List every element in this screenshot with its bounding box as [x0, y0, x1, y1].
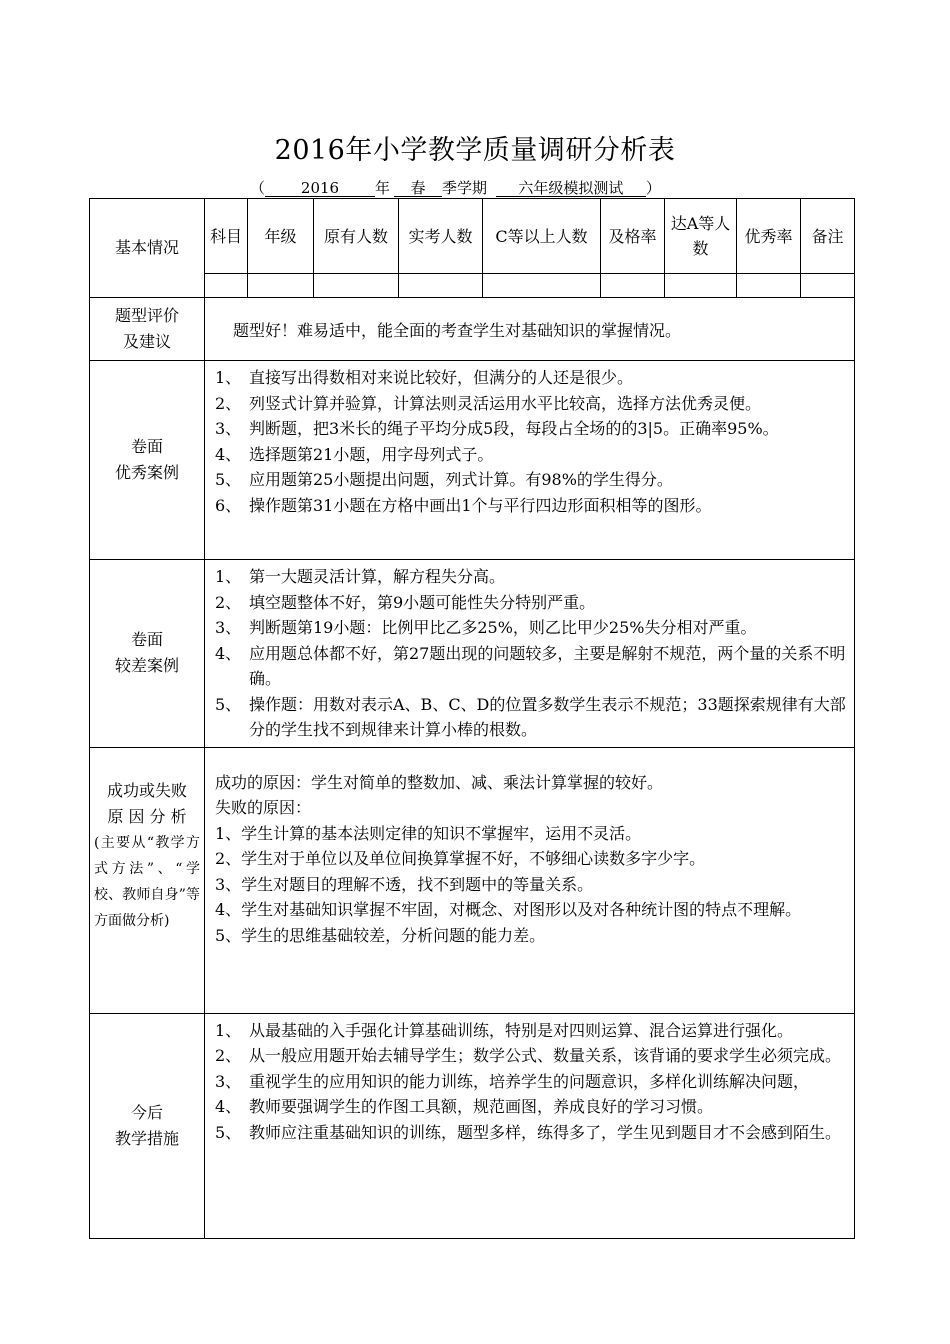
list-item: 5、 操作题：用数对表示A、B、C、D的位置多数学生表示不规范；33题探索规律有大部分的学生找不到规律来计算小棒的根数。	[215, 694, 846, 739]
value-pass-rate[interactable]	[601, 274, 665, 298]
measures-list	[215, 1018, 846, 1146]
semester-suffix: 季学期	[442, 179, 488, 197]
reason-line: 3、学生对题目的理解不透，找不到题中的等量关系。	[215, 874, 594, 894]
excellent-list	[215, 365, 846, 518]
measures-label-line-2: 教学措施	[114, 1128, 179, 1148]
list-item: 3、 判断题，把3米长的绳子平均分成5段，每段占全场的的3|5。正确率95%。	[215, 419, 779, 438]
reasons-label-line-1: 成功或失败	[106, 780, 187, 800]
measures-row	[90, 1013, 855, 1238]
reasons-row	[90, 747, 855, 1013]
excellent-label-line-2: 优秀案例	[114, 463, 179, 482]
evaluation-text: 题型好！难易适中，能全面的考查学生对基础知识的掌握情况。	[205, 298, 855, 361]
basic-value-row	[90, 274, 855, 298]
poor-label-line-2: 较差案例	[114, 656, 179, 676]
subtitle-open: （	[250, 179, 266, 197]
measures-label	[90, 1013, 205, 1238]
header-subject: 科目	[205, 199, 248, 274]
basic-label: 基本情况	[90, 199, 205, 298]
list-item: 4、 教师要强调学生的作图工具额，规范画图，养成良好的学习习惯。	[215, 1097, 714, 1116]
header-actual-count: 实考人数	[399, 199, 483, 274]
list-item: 6、 操作题第31小题在方格中画出1个与平行四边形面积相等的图形。	[215, 495, 712, 515]
excellent-row	[90, 361, 855, 560]
list-item: 5、 应用题第25小题提出问题，列式计算。有98%的学生得分。	[215, 470, 673, 489]
excellent-label	[90, 361, 205, 560]
poor-list	[215, 564, 846, 743]
poor-label-line-1: 卷面	[130, 630, 163, 650]
measures-content	[205, 1013, 855, 1238]
excellent-content	[205, 361, 855, 560]
list-item: 3、 判断题第19小题：比例甲比乙多25%，则乙比甲少25%失分相对严重。	[215, 618, 757, 637]
basic-header-row	[90, 199, 855, 274]
reason-line: 5、学生的思维基础较差，分析问题的能力差。	[215, 925, 546, 945]
page-title: 2016年小学教学质量调研分析表	[274, 135, 676, 166]
list-item: 2、 从一般应用题开始去辅导学生；数学公式、数量关系，该背诵的要求学生必须完成。	[215, 1046, 842, 1065]
poor-label	[90, 560, 205, 748]
value-subject[interactable]	[205, 274, 248, 298]
year-suffix: 年	[375, 179, 391, 197]
reason-line: 失败的原因：	[215, 798, 312, 817]
value-original-count[interactable]	[314, 274, 399, 298]
evaluation-label-line-2: 及建议	[122, 332, 171, 351]
reason-line: 4、学生对基础知识掌握不牢固，对概念、对图形以及对各种统计图的特点不理解。	[215, 900, 802, 919]
excellent-label-line-1: 卷面	[130, 437, 163, 456]
header-c-above-count: C等以上人数	[483, 199, 601, 274]
header-pass-rate: 及格率	[601, 199, 665, 274]
header-remarks: 备注	[801, 199, 855, 274]
evaluation-row	[90, 298, 855, 361]
reason-line: 1、学生计算的基本法则定律的知识不掌握牢，运用不灵活。	[215, 823, 642, 843]
list-item: 2、 填空题整体不好，第9小题可能性失分特别严重。	[215, 592, 596, 612]
header-original-count: 原有人数	[314, 199, 399, 274]
value-remarks[interactable]	[801, 274, 855, 298]
value-excellent-rate[interactable]	[737, 274, 801, 298]
reasons-label	[90, 747, 205, 1013]
reasons-label-note: (主要从“教学方式方法”、“学校、教师自身”等方面做分析)	[94, 834, 200, 929]
reasons-label-line-2: 原 因 分 析	[107, 806, 187, 826]
subtitle	[250, 177, 661, 198]
list-item: 3、 重视学生的应用知识的能力训练，培养学生的问题意识，多样化训练解决问题，	[215, 1071, 810, 1091]
list-item: 5、 教师应注重基础知识的训练，题型多样，练得多了，学生见到题目才不会感到陌生。	[215, 1122, 842, 1142]
year-value: 2016	[265, 180, 375, 197]
list-item: 1、 从最基础的入手强化计算基础训练，特别是对四则运算、混合运算进行强化。	[215, 1020, 794, 1040]
analysis-table	[89, 198, 855, 1239]
value-c-above-count[interactable]	[483, 274, 601, 298]
header-grade: 年级	[248, 199, 314, 274]
subtitle-close: ）	[645, 179, 661, 197]
header-excellent-rate: 优秀率	[737, 199, 801, 274]
evaluation-label	[90, 298, 205, 361]
reason-line: 成功的原因：学生对简单的整数加、减、乘法计算掌握的较好。	[215, 772, 664, 792]
list-item: 4、 应用题总体都不好，第27题出现的问题较多，主要是解射不规范，两个量的关系不明确。	[215, 643, 846, 688]
list-item: 1、 直接写出得数相对来说比较好，但满分的人还是很少。	[215, 368, 634, 387]
value-actual-count[interactable]	[399, 274, 483, 298]
reasons-content	[205, 747, 855, 1013]
exam-name: 六年级模拟测试	[496, 180, 646, 197]
season-value: 春	[394, 180, 442, 197]
measures-label-line-1: 今后	[130, 1102, 163, 1122]
list-item: 4、 选择题第21小题，用字母列式子。	[215, 444, 494, 464]
evaluation-label-line-1: 题型评价	[114, 306, 179, 325]
header-a-grade-count: 达A等人数	[665, 199, 737, 274]
list-item: 2、 列竖式计算并验算，计算法则灵活运用水平比较高，选择方法优秀灵便。	[215, 393, 762, 413]
value-a-grade-count[interactable]	[665, 274, 737, 298]
poor-content	[205, 560, 855, 748]
list-item: 1、 第一大题灵活计算，解方程失分高。	[215, 567, 506, 586]
poor-row	[90, 560, 855, 748]
value-grade[interactable]	[248, 274, 314, 298]
reason-line: 2、学生对于单位以及单位间换算掌握不好，不够细心读数多字少字。	[215, 849, 706, 868]
